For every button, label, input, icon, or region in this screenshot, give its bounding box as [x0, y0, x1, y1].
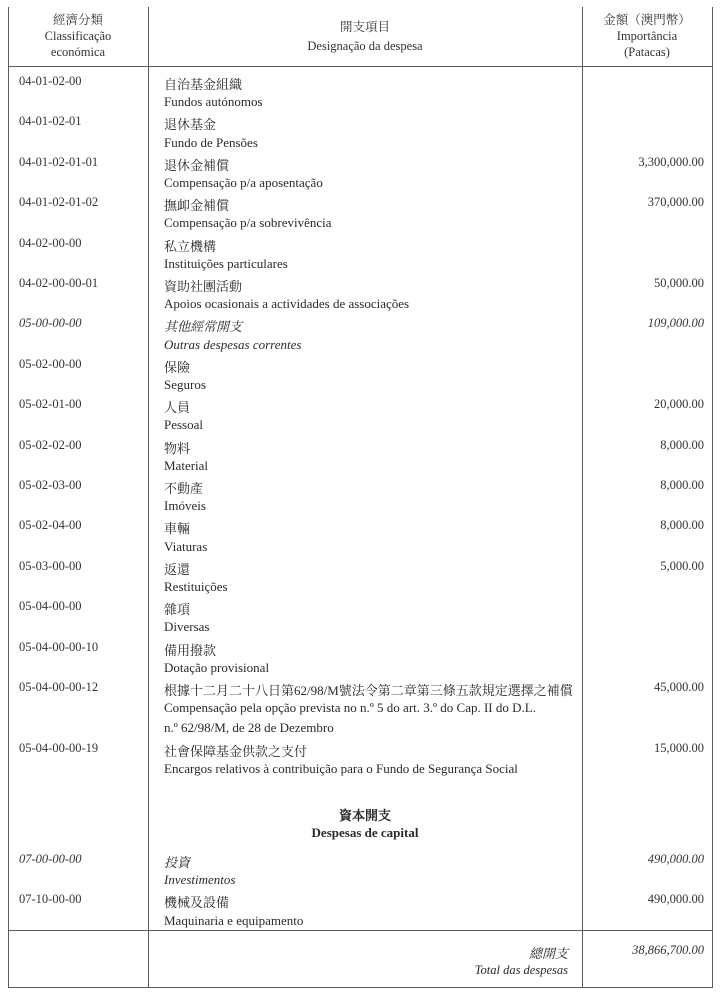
row-description-zh: 車輛 — [164, 521, 191, 537]
budget-table — [8, 7, 713, 988]
header-classification-pt-2: económica — [50, 45, 106, 59]
row-code: 04-02-00-00-01 — [19, 276, 99, 290]
row-description-zh: 其他經常開支 — [164, 319, 243, 335]
total-amount: 38,866,700.00 — [632, 943, 704, 957]
row-description-zh: 保險 — [164, 359, 191, 375]
row-description-pt: Compensação pela opção prevista no n.º 5 do art. 3.º do Cap. II do D.L. — [164, 700, 536, 716]
row-code: 04-01-02-01-02 — [19, 195, 99, 210]
row-description-pt: Compensação p/a aposentação — [164, 175, 323, 190]
header-designation-zh: 開支項目 — [339, 20, 390, 34]
row-code: 05-04-00-00-19 — [19, 740, 99, 755]
row-amount: 8,000.00 — [660, 478, 704, 492]
row-description-pt: Dotação provisional — [164, 659, 270, 675]
row-description-zh: 人員 — [164, 400, 191, 416]
header-classification-pt-1: Classificação — [44, 29, 112, 43]
row-description-pt: Apoios ocasionais a actividades de associações — [164, 296, 410, 312]
header-classification — [8, 12, 148, 60]
row-description-zh: 根據十二月二十八日第62/98/M號法令第二章第三條五款規定選擇之補償 — [164, 683, 573, 698]
header-designation — [148, 19, 582, 54]
row-description-pt: Pessoal — [164, 417, 203, 433]
row-description-pt: Viaturas — [164, 538, 208, 554]
row-amount: 5,000.00 — [660, 558, 704, 573]
row-code: 07-10-00-00 — [19, 892, 82, 907]
header-designation-pt: Designação da despesa — [307, 39, 423, 53]
header-amount-pt-1: Importância — [616, 29, 678, 43]
row-code: 04-01-02-01 — [19, 114, 82, 129]
row-amount: 15,000.00 — [654, 740, 704, 755]
row-description-pt: Seguros — [164, 377, 206, 392]
row-description-zh: 投資 — [164, 855, 191, 870]
row-code: 04-02-00-00 — [19, 235, 82, 250]
row-description-zh: 不動產 — [164, 481, 204, 496]
row-description-pt: Outras despesas correntes — [164, 336, 302, 352]
row-description-zh: 退休金補償 — [164, 157, 230, 173]
total-rule — [8, 930, 713, 931]
row-description-zh: 機械及設備 — [164, 895, 230, 911]
row-code: 04-01-02-00 — [19, 74, 82, 88]
row-description-pt: Encargos relativos à contribuição para o Fundo de Segurança Social — [164, 760, 518, 776]
row-description-zh: 私立機構 — [164, 238, 217, 254]
row-code: 05-04-00-00-12 — [19, 680, 99, 694]
row-description-zh: 自治基金組織 — [164, 77, 243, 92]
row-amount: 490,000.00 — [647, 892, 704, 907]
row-amount: 8,000.00 — [660, 518, 704, 533]
row-description-zh: 備用撥款 — [164, 642, 217, 658]
row-amount: 45,000.00 — [654, 680, 704, 694]
row-code: 05-02-01-00 — [19, 397, 82, 412]
row-code: 05-03-00-00 — [19, 558, 82, 573]
row-description-pt: Instituições particulares — [164, 255, 288, 271]
row-code: 05-02-00-00 — [19, 356, 82, 371]
row-code: 05-00-00-00 — [19, 316, 82, 331]
row-amount: 109,000.00 — [647, 316, 704, 331]
row-description-zh: 退休基金 — [164, 117, 217, 133]
row-description-zh: 返還 — [164, 561, 191, 577]
left-border — [8, 7, 9, 988]
capital-heading-pt: Despesas de capital — [311, 825, 419, 840]
column-divider-2 — [582, 7, 583, 988]
header-amount — [582, 12, 712, 60]
row-code: 05-02-04-00 — [19, 518, 82, 533]
row-description-pt: Compensação p/a sobrevivência — [164, 215, 332, 231]
row-code: 07-00-00-00 — [19, 852, 82, 866]
row-code: 05-02-02-00 — [19, 437, 82, 452]
row-description-pt: Fundos autónomos — [164, 94, 263, 110]
total-label-zh: 總開支 — [528, 946, 568, 961]
row-description-pt: Material — [164, 457, 209, 473]
row-code: 04-01-02-01-01 — [19, 154, 99, 169]
row-amount: 490,000.00 — [647, 852, 704, 866]
row-description-zh: 撫卹金補償 — [164, 198, 230, 214]
row-description-pt: Investimentos — [164, 872, 236, 888]
row-description-pt: Maquinaria e equipamento — [164, 912, 304, 928]
header-classification-zh: 經濟分類 — [52, 13, 103, 27]
row-description-pt: Imóveis — [164, 498, 206, 514]
right-border — [712, 7, 713, 988]
capital-heading-zh: 資本開支 — [338, 808, 391, 823]
row-description-zh: 資助社團活動 — [164, 279, 243, 294]
row-description-pt: n.º 62/98/M, de 28 de Dezembro — [164, 720, 334, 736]
total-label-pt: Total das despesas — [474, 963, 568, 977]
row-description-pt: Fundo de Pensões — [164, 134, 258, 150]
bottom-border — [8, 987, 713, 988]
row-code: 05-04-00-00-10 — [19, 639, 99, 654]
row-amount: 20,000.00 — [654, 397, 704, 412]
row-code: 05-04-00-00 — [19, 599, 82, 614]
row-amount: 50,000.00 — [654, 276, 704, 290]
row-amount: 8,000.00 — [660, 437, 704, 452]
row-amount: 370,000.00 — [647, 195, 704, 210]
header-amount-pt-2: (Patacas) — [624, 45, 670, 59]
row-description-pt: Restituições — [164, 579, 228, 594]
row-description-zh: 社會保障基金供款之支付 — [164, 743, 308, 759]
row-code: 05-02-03-00 — [19, 478, 82, 492]
header-rule — [8, 66, 713, 67]
row-description-zh: 物料 — [164, 440, 191, 456]
row-description-zh: 雜項 — [164, 602, 191, 618]
header-amount-zh: 金額（澳門幣） — [603, 13, 691, 27]
row-amount: 3,300,000.00 — [638, 154, 704, 169]
row-description-pt: Diversas — [164, 619, 210, 635]
